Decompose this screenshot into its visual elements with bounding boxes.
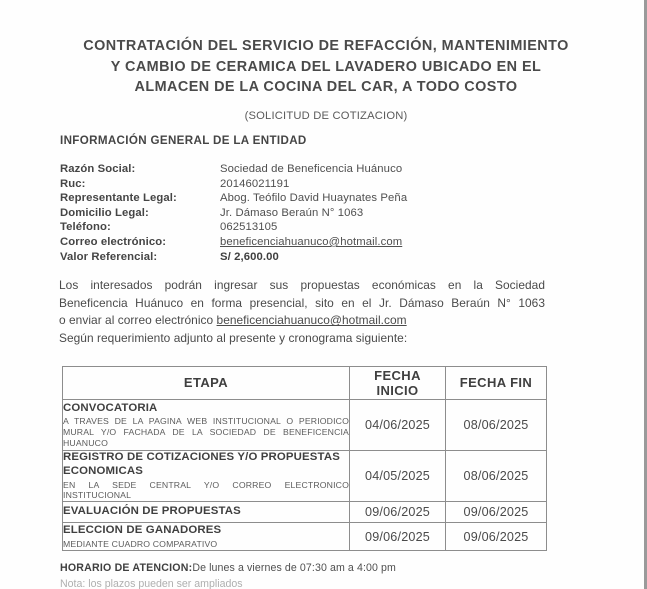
entity-label: Representante Legal: [60, 192, 177, 205]
cell-fecha-inicio: 04/06/2025 [350, 400, 446, 451]
entity-label: Teléfono: [60, 221, 111, 234]
cut-off-text: Nota: los plazos pueden ser ampliados [60, 578, 243, 589]
entity-row-correo-electronico [60, 234, 560, 249]
etapa-title: EVALUACIÓN DE PROPUESTAS [63, 505, 241, 518]
etapa-description: EN LA SEDE CENTRAL Y/O CORREO ELECTRONICO INSTITUCIONAL [63, 479, 349, 501]
entity-value: 20146021191 [220, 177, 290, 190]
cell-etapa [63, 400, 350, 451]
entity-email-link[interactable]: beneficenciahuanuco@hotmail.com [220, 235, 403, 248]
horario-value: De lunes a viernes de 07:30 am a 4:00 pm [192, 562, 396, 574]
cell-fecha-fin: 09/06/2025 [446, 502, 547, 523]
entity-row-valor-referencial [60, 249, 560, 264]
table-row [63, 400, 547, 451]
entity-value: Jr. Dámaso Beraún N° 1063 [220, 206, 364, 219]
entity-value: 062513105 [220, 221, 278, 234]
cell-fecha-inicio: 09/06/2025 [350, 523, 446, 551]
column-header-fecha-fin: FECHA FIN [446, 367, 547, 400]
title-line-3: ALMACEN DE LA COCINA DEL CAR, A TODO COSTO [134, 79, 518, 95]
etapa-description: MEDIANTE CUADRO COMPARATIVO [63, 538, 218, 549]
entity-row-representante-legal [60, 190, 560, 205]
table-header-row [63, 367, 547, 400]
cell-fecha-inicio: 04/05/2025 [350, 451, 446, 502]
entity-value: Sociedad de Beneficencia Huánuco [220, 163, 403, 175]
section-heading-entity-info: INFORMACIÓN GENERAL DE LA ENTIDAD [60, 134, 307, 147]
instructions-paragraph [59, 277, 549, 347]
entity-label: Domicilio Legal: [60, 206, 149, 219]
paragraph-email-link[interactable]: beneficenciahuanuco@hotmail.com [216, 313, 407, 328]
footer-horario [60, 558, 580, 576]
schedule-table-head [63, 367, 547, 400]
table-row [63, 502, 547, 523]
column-header-fecha-inicio-line1: FECHA [374, 367, 421, 383]
table-row [63, 523, 547, 551]
column-header-fecha-inicio [350, 367, 446, 400]
paragraph-line-3 [59, 312, 549, 330]
entity-value: Abog. Teófilo David Huaynates Peña [220, 192, 408, 205]
entity-row-ruc [60, 176, 560, 191]
title-line-1: CONTRATACIÓN DEL SERVICIO DE REFACCIÓN, MANTENIMIENTO [83, 38, 569, 54]
etapa-title: ELECCION DE GANADORES [63, 523, 222, 536]
title-line-2: Y CAMBIO DE CERAMICA DEL LAVADERO UBICADO EN EL [110, 58, 542, 75]
entity-label: Ruc: [60, 177, 86, 190]
entity-row-razon-social [60, 161, 560, 176]
table-row [63, 451, 547, 502]
schedule-table-body [63, 400, 547, 551]
etapa-title: REGISTRO DE COTIZACIONES Y/O PROPUESTAS ECONOMICAS [63, 451, 340, 477]
column-header-etapa: ETAPA [63, 367, 350, 400]
column-header-fecha-inicio-line2: INICIO [376, 383, 419, 398]
entity-label: Razón Social: [60, 163, 136, 175]
horario-label: HORARIO DE ATENCION: [60, 562, 193, 574]
document-title [48, 36, 604, 98]
paragraph-line-3-prefix: o enviar al correo electrónico [59, 313, 217, 328]
entity-row-telefono [60, 219, 560, 234]
cell-fecha-fin: 08/06/2025 [446, 451, 547, 502]
cell-etapa [63, 523, 350, 551]
paragraph-line-2: Beneficencia Huánuco en forma presencial, sito en el Jr. Dámaso Beraún N° 1063 [59, 295, 545, 310]
document-subtitle: (SOLICITUD DE COTIZACION) [244, 110, 408, 122]
entity-row-domicilio-legal [60, 205, 560, 220]
etapa-title: CONVOCATORIA [63, 401, 158, 414]
entity-info-list [60, 161, 560, 263]
cell-fecha-inicio: 09/06/2025 [350, 502, 446, 523]
entity-label: Correo electrónico: [60, 235, 167, 248]
cell-etapa [63, 451, 350, 502]
paragraph-line-1: Los interesados podrán ingresar sus propuestas económicas en la Sociedad [59, 278, 545, 292]
footer-cut-off-line [60, 578, 460, 589]
cell-fecha-fin: 09/06/2025 [446, 523, 547, 551]
entity-label: Valor Referencial: [60, 250, 158, 263]
entity-value: S/ 2,600.00 [220, 250, 279, 263]
etapa-description: A TRAVES DE LA PAGINA WEB INSTITUCIONAL O PERIODICO MURAL Y/O FACHADA DE LA SOCIEDAD DE BENEFICENCIA HUANUCO [63, 416, 349, 448]
cell-etapa [63, 502, 350, 523]
cell-fecha-fin: 08/06/2025 [446, 400, 547, 451]
paragraph-line-4: Según requerimiento adjunto al presente y cronograma siguiente: [59, 330, 408, 345]
schedule-table [62, 366, 547, 551]
